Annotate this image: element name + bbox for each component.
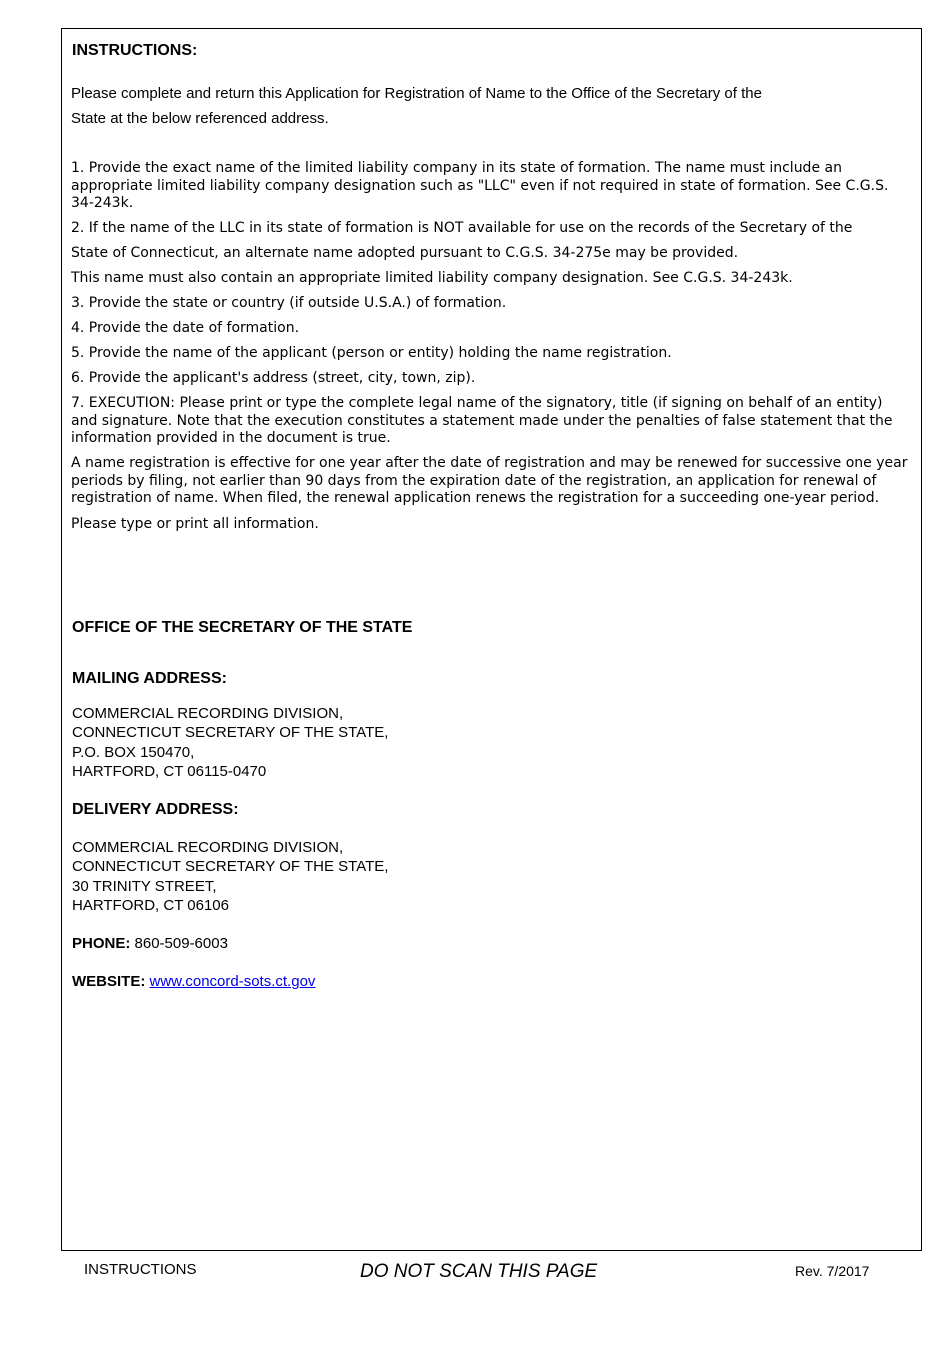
delivery-address-label: DELIVERY ADDRESS: [72,801,239,818]
phone-row [72,935,228,952]
phone-label: PHONE: [72,935,131,952]
instruction-item-7: 7. EXECUTION: Please print or type the complete legal name of the signatory, title (if signing on behalf of an entity) and signature. Note that the execution constitutes a statement made under the penalties of false statement that the information provided in the document is true. [71,395,893,446]
mailing-line: P.O. BOX 150470, [72,743,195,761]
website-label: WEBSITE: [72,973,146,990]
instruction-item-1: 1. Provide the exact name of the limited liability company in its state of formation. The name must include an appropriate limited liability company designation such as "LLC" even if not required in state of formation. See C.G.S. 34-243k. [71,160,889,211]
delivery-line: 30 TRINITY STREET, [72,877,217,895]
instruction-item-4: 4. Provide the date of formation. [71,320,300,336]
mailing-line: COMMERCIAL RECORDING DIVISION, [72,705,344,722]
instruction-item-5: 5. Provide the name of the applicant (person or entity) holding the name registration. [71,345,672,361]
mailing-line: HARTFORD, CT 06115-0470 [72,763,267,781]
type-or-print-note: Please type or print all information. [71,516,319,532]
website-row [72,973,315,990]
instruction-item-2-cont: State of Connecticut, an alternate name adopted pursuant to C.G.S. 34-275e may be provided. [71,245,739,261]
mailing-address-label: MAILING ADDRESS: [72,670,227,687]
footer-do-not-scan: DO NOT SCAN THIS PAGE [360,1261,598,1282]
intro-paragraph [71,81,911,131]
delivery-line: HARTFORD, CT 06106 [72,897,229,915]
intro-line-2: State at the below referenced address. [71,110,329,127]
instruction-item-2: 2. If the name of the LLC in its state of formation is NOT available for use on the records of the Secretary of the [71,220,853,236]
instructions-heading: INSTRUCTIONS: [72,42,198,59]
instruction-item-2-note: This name must also contain an appropriate limited liability company designation. See C.G.S. 34-243k. [71,270,793,286]
website-link[interactable]: www.concord-sots.ct.gov [149,973,316,990]
mailing-address [72,704,388,782]
delivery-line: COMMERCIAL RECORDING DIVISION, [72,839,344,856]
delivery-address [72,838,388,916]
renewal-paragraph: A name registration is effective for one year after the date of registration and may be renewed for successive one year periods by filing, not earlier than 90 days from the expiration date of the registration, an application for renewal of registration of name. When filed, the renewal application renews the registration for a succeeding one-year period. [71,455,908,506]
instruction-item-3: 3. Provide the state or country (if outside U.S.A.) of formation. [71,295,507,311]
mailing-line: CONNECTICUT SECRETARY OF THE STATE, [72,724,389,742]
footer-revision: Rev. 7/2017 [795,1263,870,1279]
instruction-item-6: 6. Provide the applicant's address (street, city, town, zip). [71,370,476,386]
intro-line-1: Please complete and return this Application for Registration of Name to the Office of the Secretary of the [71,85,762,102]
phone-number: 860-509-6003 [134,935,228,952]
office-title: OFFICE OF THE SECRETARY OF THE STATE [72,619,413,636]
instructions-frame [61,28,922,1251]
delivery-line: CONNECTICUT SECRETARY OF THE STATE, [72,858,389,876]
footer-instructions-label: INSTRUCTIONS [84,1261,197,1278]
